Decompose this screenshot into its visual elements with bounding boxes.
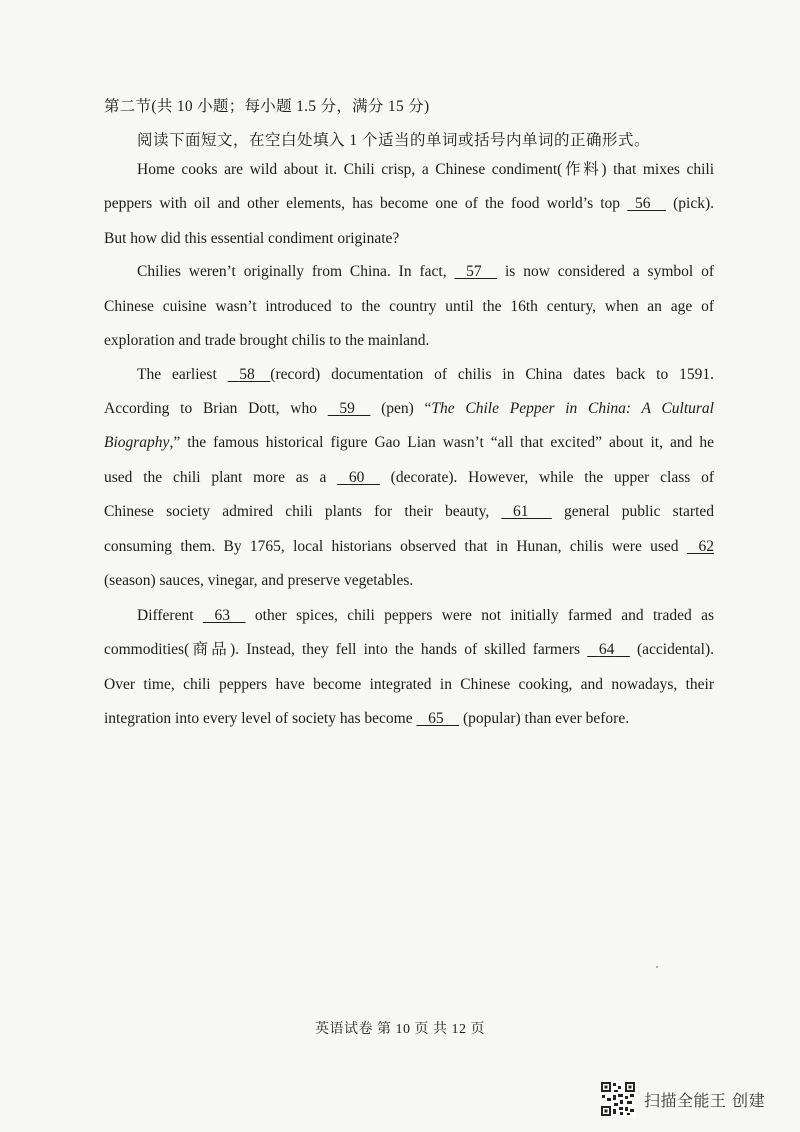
- passage-line: Home cooks are wild about it. Chili crisp, a Chinese condiment(作料) that mixes chili: [137, 161, 714, 178]
- section-title: 第二节(共 10 小题；每小题 1.5 分，满分 15 分): [104, 98, 430, 115]
- blank-60: 60: [348, 469, 365, 486]
- scanner-watermark-text: 扫描全能王 创建: [644, 1090, 766, 1110]
- blank-59: 59: [339, 400, 355, 417]
- passage-line: Chinese society admired chili plants for their beauty, 61 general public started: [104, 503, 715, 520]
- blank-65: 65: [428, 710, 444, 727]
- passage-line: Different 63 other spices, chili peppers were not initially farmed and traded as: [137, 607, 714, 624]
- passage-line: consuming them. By 1765, local historians observed that in Hunan, chilis were used 62: [104, 538, 714, 555]
- blank-58: 58: [239, 366, 255, 383]
- blank-62: 62: [698, 538, 714, 555]
- passage-line: But how did this essential condiment originate?: [104, 230, 400, 247]
- passage-line: Chinese cuisine wasn’t introduced to the country until the 16th century, when an age of: [104, 298, 714, 315]
- qr-code-icon: [600, 1081, 636, 1117]
- passage-line: used the chili plant more as a 60 (decorate). However, while the upper class of: [104, 469, 715, 486]
- scan-speck: [656, 966, 658, 968]
- blank-57: 57: [466, 263, 482, 280]
- page-footer: 英语试卷 第 10 页 共 12 页: [315, 1022, 485, 1037]
- blank-56: 56: [634, 195, 651, 212]
- passage-line: exploration and trade brought chilis to the mainland.: [104, 332, 430, 349]
- passage-line: commodities(商品). Instead, they fell into the hands of skilled farmers 64 (accidental).: [104, 641, 714, 658]
- passage-line: Chilies weren’t originally from China. In fact, 57 is now considered a symbol of: [137, 263, 714, 280]
- passage-line: According to Brian Dott, who 59 (pen) “The Chile Pepper in China: A Cultural: [104, 400, 714, 417]
- passage-line: The earliest 58 (record) documentation of chilis in China dates back to 1591.: [137, 366, 714, 383]
- blank-63: 63: [214, 607, 231, 624]
- passage-line: Biography,” the famous historical figure Gao Lian wasn’t “all that excited” about it, and he: [104, 434, 714, 451]
- passage-line: Over time, chili peppers have become integrated in Chinese cooking, and nowadays, their: [104, 676, 714, 693]
- passage-line: integration into every level of society has become 65 (popular) than ever before.: [104, 710, 630, 727]
- scanner-watermark: [600, 1081, 765, 1117]
- blank-61: 61: [513, 503, 529, 520]
- instruction: 阅读下面短文，在空白处填入 1 个适当的单词或括号内单词的正确形式。: [137, 132, 651, 149]
- blank-64: 64: [598, 641, 615, 658]
- passage-line: (season) sauces, vinegar, and preserve vegetables.: [104, 572, 414, 589]
- passage-line: peppers with oil and other elements, has become one of the food world’s top 56 (pick).: [104, 195, 714, 212]
